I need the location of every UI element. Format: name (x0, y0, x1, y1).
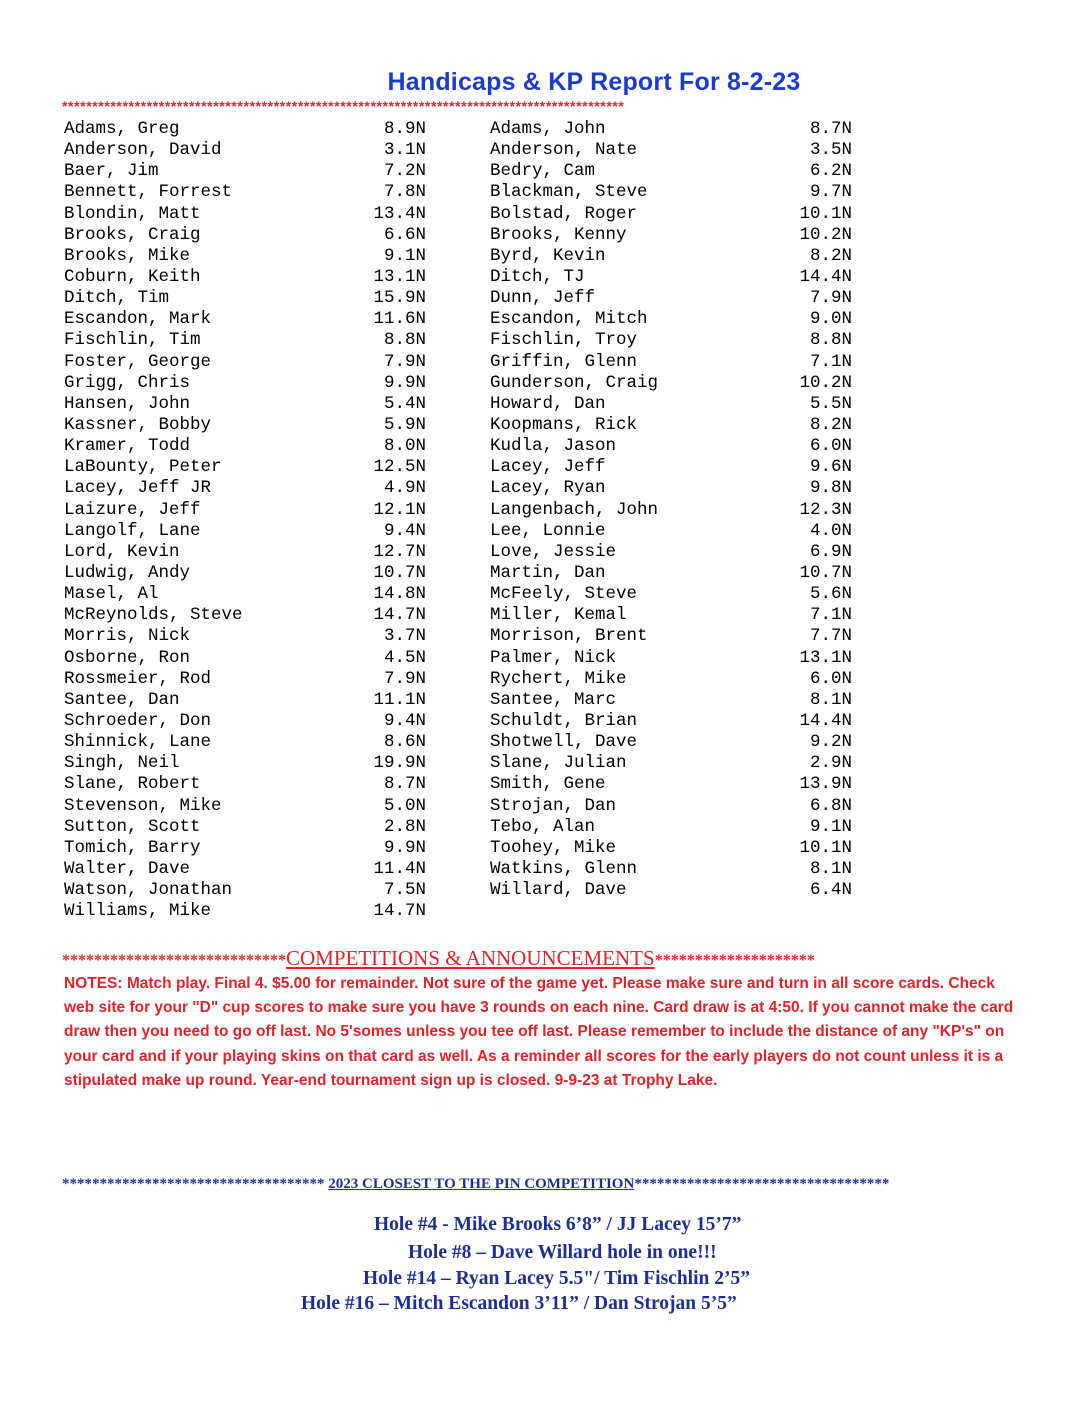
handicap-value: 14.7N (373, 605, 426, 626)
closest-to-pin-heading (62, 1176, 889, 1193)
handicap-row (490, 774, 852, 795)
player-name: Martin, Dan (490, 562, 606, 583)
handicap-row (64, 838, 426, 859)
player-name: Adams, John (490, 119, 606, 139)
player-name: Kassner, Bobby (64, 414, 212, 435)
handicap-value: 6.2N (809, 161, 852, 182)
handicap-value: 11.6N (373, 309, 426, 330)
handicap-value: 2.9N (809, 753, 852, 774)
handicap-value: 12.1N (373, 499, 426, 520)
competitions-stars-right: ******************** (654, 952, 815, 969)
handicap-row (490, 478, 852, 499)
handicap-row (64, 373, 426, 394)
handicap-value: 9.9N (383, 837, 426, 858)
player-name: Strojan, Dan (490, 795, 617, 816)
handicap-row (490, 626, 852, 647)
handicap-value: 7.1N (809, 351, 852, 372)
handicap-value: 7.5N (383, 880, 426, 901)
handicap-value: 5.0N (383, 795, 426, 816)
handicap-row (64, 182, 426, 203)
handicap-row (64, 626, 426, 647)
handicap-row (64, 225, 426, 246)
handicap-value: 9.6N (809, 457, 852, 478)
player-name: Kudla, Jason (490, 436, 617, 457)
player-name: Shotwell, Dave (490, 732, 638, 753)
handicap-value: 9.4N (383, 520, 426, 541)
handicap-row (64, 267, 426, 288)
handicap-row (64, 880, 426, 901)
handicap-value: 9.0N (809, 309, 852, 330)
handicap-value: 8.6N (383, 732, 426, 753)
handicap-value: 7.2N (383, 161, 426, 182)
handicap-row (64, 140, 426, 161)
player-name: Lacey, Jeff (490, 457, 606, 478)
handicap-value: 10.2N (799, 224, 852, 245)
handicap-row (490, 246, 852, 267)
player-name: Slane, Julian (490, 753, 627, 774)
handicap-row (64, 774, 426, 795)
handicap-row (490, 352, 852, 373)
handicap-value: 12.3N (799, 499, 852, 520)
handicap-value: 4.9N (383, 478, 426, 499)
handicap-row (64, 246, 426, 267)
handicap-row (64, 901, 426, 922)
player-name: Lord, Kevin (64, 541, 180, 562)
player-name: Bolstad, Roger (490, 203, 638, 224)
handicap-row (490, 880, 852, 901)
handicap-value: 8.0N (383, 436, 426, 457)
player-name: Tomich, Barry (64, 837, 201, 858)
handicap-row (64, 119, 426, 140)
player-name: Slane, Robert (64, 774, 201, 795)
player-name: Lee, Lonnie (490, 520, 606, 541)
player-name: Love, Jessie (490, 541, 617, 562)
player-name: Schroeder, Don (64, 710, 212, 731)
player-name: Lacey, Jeff JR (64, 478, 212, 499)
player-name: Coburn, Keith (64, 266, 201, 287)
handicap-value: 14.4N (799, 710, 852, 731)
handicap-row (490, 119, 852, 140)
handicap-value: 11.1N (373, 689, 426, 710)
handicap-row (64, 563, 426, 584)
handicap-value: 9.4N (383, 710, 426, 731)
player-name: Schuldt, Brian (490, 710, 638, 731)
handicap-row (64, 690, 426, 711)
player-name: Langenbach, John (490, 499, 659, 520)
player-name: Foster, George (64, 351, 212, 372)
player-name: Bennett, Forrest (64, 182, 233, 203)
handicap-row (490, 690, 852, 711)
handicap-value: 13.4N (373, 203, 426, 224)
handicap-value: 8.2N (809, 414, 852, 435)
handicap-row (64, 457, 426, 478)
handicap-value: 14.8N (373, 584, 426, 605)
handicap-row (64, 605, 426, 626)
player-name: Blondin, Matt (64, 203, 201, 224)
handicap-value: 7.9N (809, 288, 852, 309)
competitions-stars-left: **************************** (62, 952, 286, 969)
handicap-row (490, 584, 852, 605)
handicap-value: 9.9N (383, 372, 426, 393)
handicap-value: 9.1N (383, 245, 426, 266)
handicap-value: 2.8N (383, 816, 426, 837)
handicap-value: 5.6N (809, 584, 852, 605)
handicap-value: 8.8N (383, 330, 426, 351)
player-name: Miller, Kemal (490, 605, 627, 626)
player-name: Masel, Al (64, 584, 159, 605)
handicap-row (490, 732, 852, 753)
handicap-row (490, 817, 852, 838)
handicap-row (490, 182, 852, 203)
handicap-value: 10.1N (799, 203, 852, 224)
player-name: Rossmeier, Rod (64, 668, 212, 689)
handicap-value: 7.8N (383, 182, 426, 203)
player-name: Gunderson, Craig (490, 372, 659, 393)
handicap-value: 10.1N (799, 837, 852, 858)
handicap-row (490, 500, 852, 521)
handicap-row (64, 309, 426, 330)
player-name: Rychert, Mike (490, 668, 627, 689)
handicap-value: 13.1N (799, 647, 852, 668)
player-name: Watkins, Glenn (490, 858, 638, 879)
handicap-value: 5.4N (383, 393, 426, 414)
handicap-row (490, 605, 852, 626)
handicap-value: 8.2N (809, 245, 852, 266)
handicap-row (64, 796, 426, 817)
player-name: Bedry, Cam (490, 161, 596, 182)
handicap-row (490, 796, 852, 817)
handicap-row (490, 521, 852, 542)
player-name: Grigg, Chris (64, 372, 191, 393)
player-name: Ditch, Tim (64, 288, 170, 309)
handicap-value: 8.9N (383, 119, 426, 139)
handicap-value: 6.6N (383, 224, 426, 245)
handicap-value: 6.9N (809, 541, 852, 562)
handicap-value: 9.2N (809, 732, 852, 753)
player-name: Williams, Mike (64, 901, 212, 922)
handicap-row (64, 394, 426, 415)
handicap-value: 8.7N (809, 119, 852, 139)
player-name: Laizure, Jeff (64, 499, 201, 520)
handicap-row (490, 838, 852, 859)
handicap-value: 8.1N (809, 858, 852, 879)
handicap-value: 6.0N (809, 668, 852, 689)
handicap-row (64, 521, 426, 542)
player-name: Sutton, Scott (64, 816, 201, 837)
handicap-row (490, 140, 852, 161)
handicap-row (64, 711, 426, 732)
handicap-value: 4.5N (383, 647, 426, 668)
handicap-row (64, 161, 426, 182)
player-name: McFeely, Steve (490, 584, 638, 605)
handicap-row (64, 584, 426, 605)
handicap-value: 12.5N (373, 457, 426, 478)
handicap-value: 9.1N (809, 816, 852, 837)
player-name: Palmer, Nick (490, 647, 617, 668)
player-name: McReynolds, Steve (64, 605, 243, 626)
handicap-value: 13.9N (799, 774, 852, 795)
handicap-value: 9.7N (809, 182, 852, 203)
handicap-value: 6.4N (809, 880, 852, 901)
player-name: Brooks, Kenny (490, 224, 627, 245)
handicap-row (490, 288, 852, 309)
handicap-value: 6.8N (809, 795, 852, 816)
player-name: Lacey, Ryan (490, 478, 606, 499)
handicap-row (490, 330, 852, 351)
handicap-value: 11.4N (373, 858, 426, 879)
handicap-row (64, 648, 426, 669)
handicap-value: 7.1N (809, 605, 852, 626)
report-title: Handicaps & KP Report For 8-2-23 (387, 68, 801, 96)
hole-result: Hole #4 - Mike Brooks 6’8” / JJ Lacey 15’7” (374, 1214, 742, 1235)
competitions-heading (62, 946, 815, 971)
kp-stars-left: *********************************** (62, 1176, 329, 1192)
player-name: Fischlin, Tim (64, 330, 201, 351)
kp-stars-right: ********************************** (634, 1176, 890, 1192)
player-name: Toohey, Mike (490, 837, 617, 858)
kp-label: 2023 CLOSEST TO THE PIN COMPETITION (328, 1176, 635, 1192)
handicap-row (64, 753, 426, 774)
handicap-row (64, 669, 426, 690)
player-name: Blackman, Steve (490, 182, 648, 203)
handicap-value: 10.2N (799, 372, 852, 393)
handicap-row (490, 415, 852, 436)
handicap-row (64, 330, 426, 351)
player-name: Griffin, Glenn (490, 351, 638, 372)
handicap-value: 8.8N (809, 330, 852, 351)
player-name: LaBounty, Peter (64, 457, 222, 478)
player-name: Singh, Neil (64, 753, 180, 774)
handicap-row (490, 436, 852, 457)
player-name: Dunn, Jeff (490, 288, 596, 309)
player-name: Howard, Dan (490, 393, 606, 414)
player-name: Escandon, Mitch (490, 309, 648, 330)
handicap-value: 7.9N (383, 351, 426, 372)
handicap-value: 8.1N (809, 689, 852, 710)
handicap-row (490, 225, 852, 246)
handicap-value: 12.7N (373, 541, 426, 562)
handicap-value: 8.7N (383, 774, 426, 795)
hole-result: Hole #16 – Mitch Escandon 3’11” / Dan Strojan 5’5” (301, 1293, 737, 1314)
announcement-notes: NOTES: Match play. Final 4. $5.00 for remainder. Not sure of the game yet. Please make sure and turn in all score cards. Check web site for your "D" cup scores to make sure you have 3 rounds on each nine. Card draw is at 4:50. If you cannot make the card draw then you need to go off last. No 5'somes unless you tee off last. Please remember to include the distance of any "KP's" on your card and if your playing skins on that card as well. As a reminder all scores for the early players do not count unless it is a stipulated make up round. Year-end tournament sign up is closed. 9-9-23 at Trophy Lake. (64, 975, 1014, 1089)
player-name: Kramer, Todd (64, 436, 191, 457)
handicap-value: 9.8N (809, 478, 852, 499)
player-name: Fischlin, Troy (490, 330, 638, 351)
player-name: Watson, Jonathan (64, 880, 233, 901)
handicap-row (490, 204, 852, 225)
handicap-row (490, 394, 852, 415)
hole-result: Hole #8 – Dave Willard hole in one!!! (408, 1242, 717, 1263)
handicap-row (64, 352, 426, 373)
handicap-column-left (64, 119, 426, 922)
player-name: Ditch, TJ (490, 266, 585, 287)
handicap-value: 5.9N (383, 414, 426, 435)
handicap-value: 13.1N (373, 266, 426, 287)
handicap-row (490, 542, 852, 563)
player-name: Walter, Dave (64, 858, 191, 879)
handicap-row (64, 415, 426, 436)
player-name: Brooks, Mike (64, 245, 191, 266)
handicap-value: 6.0N (809, 436, 852, 457)
handicap-row (64, 732, 426, 753)
handicap-row (490, 648, 852, 669)
handicap-value: 10.7N (373, 562, 426, 583)
handicap-value: 3.7N (383, 626, 426, 647)
player-name: Adams, Greg (64, 119, 180, 139)
player-name: Tebo, Alan (490, 816, 596, 837)
player-name: Smith, Gene (490, 774, 606, 795)
player-name: Santee, Dan (64, 689, 180, 710)
player-name: Escandon, Mark (64, 309, 212, 330)
handicap-column-right (490, 119, 852, 901)
handicap-row (64, 436, 426, 457)
hole-result: Hole #14 – Ryan Lacey 5.5"/ Tim Fischlin 2’5” (363, 1268, 750, 1289)
player-name: Stevenson, Mike (64, 795, 222, 816)
top-divider: ********************************************************************************************* (62, 98, 625, 114)
player-name: Morrison, Brent (490, 626, 648, 647)
handicap-value: 3.1N (383, 140, 426, 161)
handicap-row (64, 500, 426, 521)
player-name: Baer, Jim (64, 161, 159, 182)
player-name: Anderson, Nate (490, 140, 638, 161)
handicap-row (490, 161, 852, 182)
player-name: Byrd, Kevin (490, 245, 606, 266)
handicap-row (490, 711, 852, 732)
handicap-row (490, 859, 852, 880)
player-name: Hansen, John (64, 393, 191, 414)
player-name: Langolf, Lane (64, 520, 201, 541)
player-name: Brooks, Craig (64, 224, 201, 245)
player-name: Koopmans, Rick (490, 414, 638, 435)
handicap-row (490, 309, 852, 330)
handicap-value: 4.0N (809, 520, 852, 541)
handicap-value: 14.7N (373, 901, 426, 922)
handicap-row (64, 859, 426, 880)
handicap-row (490, 753, 852, 774)
player-name: Shinnick, Lane (64, 732, 212, 753)
player-name: Morris, Nick (64, 626, 191, 647)
handicap-row (490, 669, 852, 690)
handicap-row (490, 563, 852, 584)
player-name: Anderson, David (64, 140, 222, 161)
player-name: Osborne, Ron (64, 647, 191, 668)
handicap-value: 7.7N (809, 626, 852, 647)
competitions-label: COMPETITIONS & ANNOUNCEMENTS (286, 946, 655, 970)
player-name: Willard, Dave (490, 880, 627, 901)
handicap-row (490, 373, 852, 394)
handicap-value: 7.9N (383, 668, 426, 689)
handicap-value: 15.9N (373, 288, 426, 309)
handicap-value: 14.4N (799, 266, 852, 287)
handicap-row (64, 542, 426, 563)
handicap-value: 3.5N (809, 140, 852, 161)
player-name: Santee, Marc (490, 689, 617, 710)
handicap-row (64, 204, 426, 225)
player-name: Ludwig, Andy (64, 562, 191, 583)
handicap-row (64, 288, 426, 309)
handicap-value: 5.5N (809, 393, 852, 414)
handicap-value: 19.9N (373, 753, 426, 774)
handicap-value: 10.7N (799, 562, 852, 583)
handicap-row (490, 457, 852, 478)
handicap-row (64, 478, 426, 499)
handicap-row (64, 817, 426, 838)
handicap-row (490, 267, 852, 288)
